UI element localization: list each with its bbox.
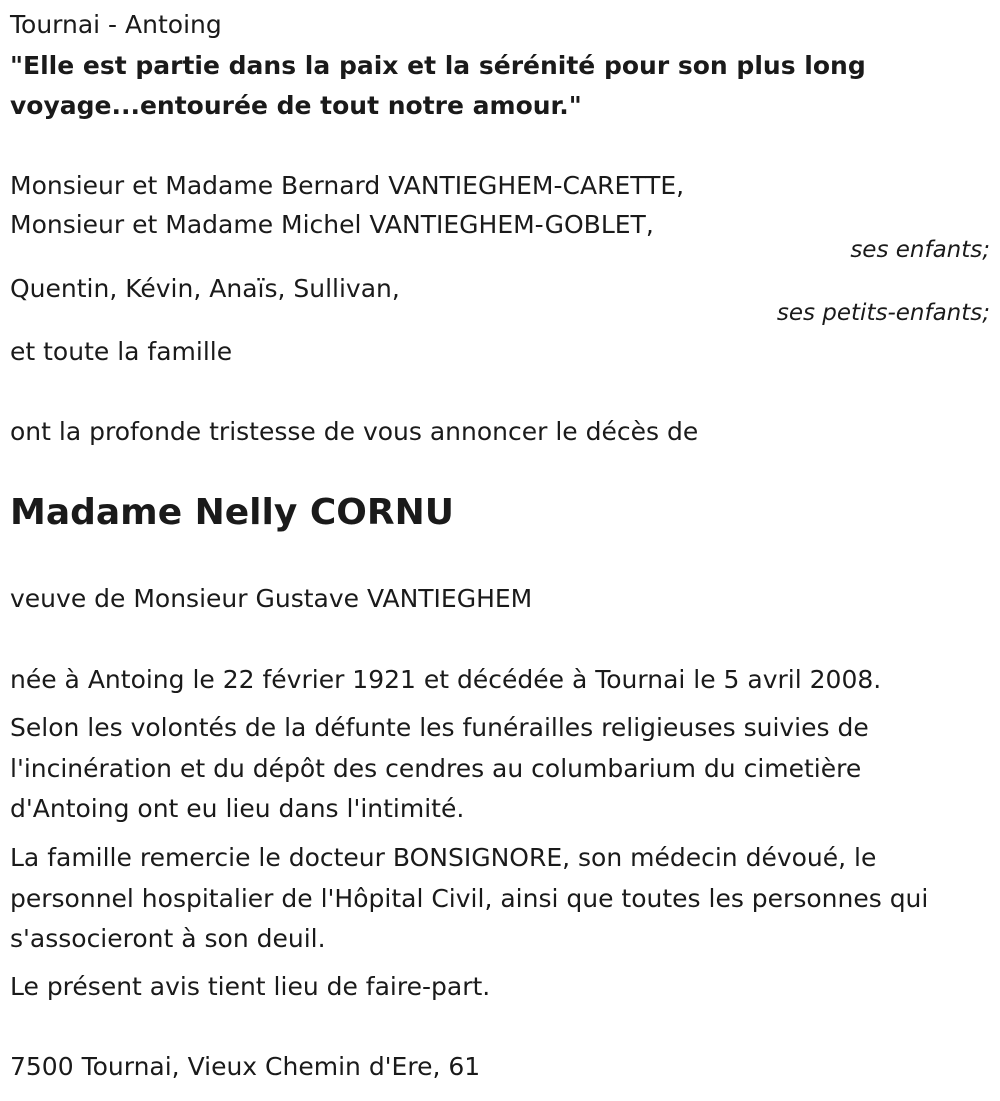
address-line: 7500 Tournai, Vieux Chemin d'Ere, 61 [10, 1052, 481, 1081]
family-rest-line: et toute la famille [10, 337, 233, 366]
thanks-line-1: La famille remercie le docteur BONSIGNORE, son médecin dévoué, le [10, 843, 877, 872]
funeral-line-1: Selon les volontés de la défunte les funérailles religieuses suivies de [10, 713, 869, 742]
funeral-line-2: l'incinération et du dépôt des cendres au columbarium du cimetière [10, 754, 862, 783]
announcement-intro: ont la profonde tristesse de vous annoncer le décès de [10, 417, 699, 446]
grandchildren-label: ses petits-enfants; [776, 300, 990, 326]
quote-line-2: voyage...entourée de tout notre amour." [10, 91, 582, 120]
deceased-name: Madame Nelly CORNU [10, 492, 454, 533]
children-line-1: Monsieur et Madame Bernard VANTIEGHEM-CARETTE, [10, 171, 685, 200]
children-line-2: Monsieur et Madame Michel VANTIEGHEM-GOBLET, [10, 210, 654, 239]
thanks-line-2: personnel hospitalier de l'Hôpital Civil, ainsi que toutes les personnes qui [10, 884, 929, 913]
birth-death-line: née à Antoing le 22 février 1921 et décédée à Tournai le 5 avril 2008. [10, 665, 882, 694]
thanks-line-3: s'associeront à son deuil. [10, 924, 326, 953]
grandchildren-line: Quentin, Kévin, Anaïs, Sullivan, [10, 274, 400, 303]
location-heading: Tournai - Antoing [10, 10, 222, 39]
notice-line: Le présent avis tient lieu de faire-part. [10, 972, 491, 1001]
widow-of-line: veuve de Monsieur Gustave VANTIEGHEM [10, 584, 533, 613]
children-label: ses enfants; [850, 237, 990, 263]
funeral-line-3: d'Antoing ont eu lieu dans l'intimité. [10, 794, 465, 823]
quote-line-1: "Elle est partie dans la paix et la sérénité pour son plus long [10, 51, 866, 80]
